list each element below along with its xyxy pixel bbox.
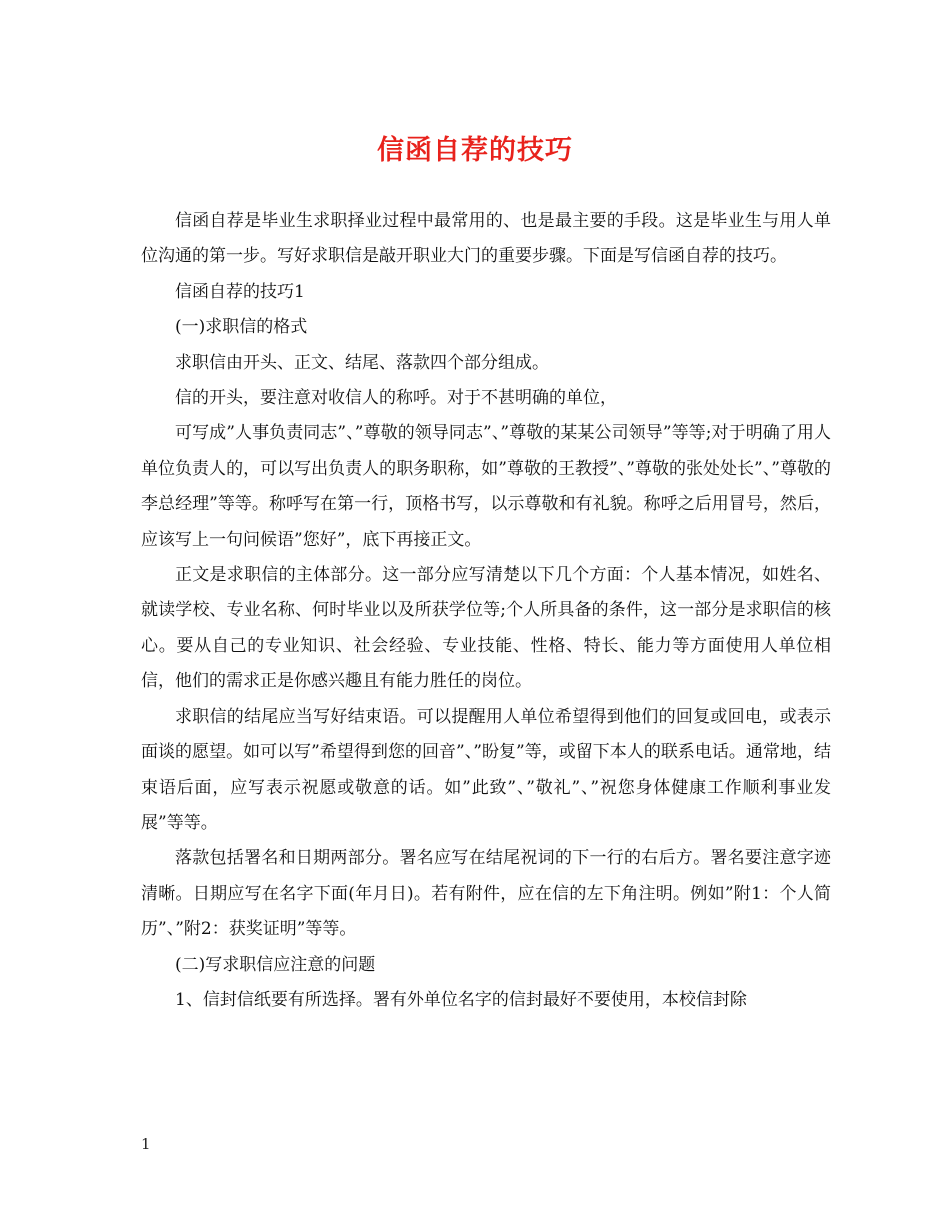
- paragraph-envelope: 1、信封信纸要有所选择。署有外单位名字的信封最好不要使用，本校信封除: [175, 989, 747, 1010]
- paragraph-opening: 信的开头，要注意对收信人的称呼。对于不甚明确的单位，: [175, 388, 617, 409]
- paragraph-closing: 求职信的结尾应当写好结束语。可以提醒用人单位希望得到他们的回复或回电，或表示面谈的愿望。如可以写”希望得到您的回音”、”盼复”等，或留下本人的联系电话。通常地，结束语后面，应写表示祝愿或敬意的话。如”此致”、”敬礼”、”祝您身体健康工作顺利事业发展”等等。: [141, 706, 831, 833]
- subheading-format: (一)求职信的格式: [175, 317, 308, 338]
- document-title: 信函自荐的技巧: [377, 135, 573, 166]
- paragraph-signature: 落款包括署名和日期两部分。署名应写在结尾祝词的下一行的右后方。署名要注意字迹清晰。日期应写在名字下面(年月日)。若有附件，应在信的左下角注明。例如”附1：个人简历”、”附2：获奖证明”等等。: [141, 848, 831, 940]
- paragraph-four-parts: 求职信由开头、正文、结尾、落款四个部分组成。: [175, 352, 549, 373]
- paragraph-salutation: 可写成”人事负责同志”、”尊敬的领导同志”、”尊敬的某某公司领导”等等;对于明确了用人单位负责人的，可以写出负责人的职务职称，如”尊敬的王教授”、”尊敬的张处处长”、”尊敬的李总经理”等等。称呼写在第一行，顶格书写，以示尊敬和有礼貌。称呼之后用冒号，然后，应该写上一句问候语”您好”，底下再接正文。: [141, 423, 831, 550]
- paragraph-intro: 信函自荐是毕业生求职择业过程中最常用的、也是最主要的手段。这是毕业生与用人单位沟通的第一步。写好求职信是敲开职业大门的重要步骤。下面是写信函自荐的技巧。: [141, 211, 831, 267]
- section-heading-tips-1: 信函自荐的技巧1: [175, 281, 305, 302]
- page-number: 1: [141, 1135, 151, 1153]
- paragraph-main-body: 正文是求职信的主体部分。这一部分应写清楚以下几个方面：个人基本情况，如姓名、就读学校、专业名称、何时毕业以及所获学位等;个人所具备的条件，这一部分是求职信的核心。要从自己的专业知识、社会经验、专业技能、性格、特长、能力等方面使用人单位相信，他们的需求正是你感兴趣且有能力胜任的岗位。: [141, 565, 831, 692]
- document-body: [141, 204, 831, 1018]
- subheading-notes: (二)写求职信应注意的问题: [175, 954, 376, 975]
